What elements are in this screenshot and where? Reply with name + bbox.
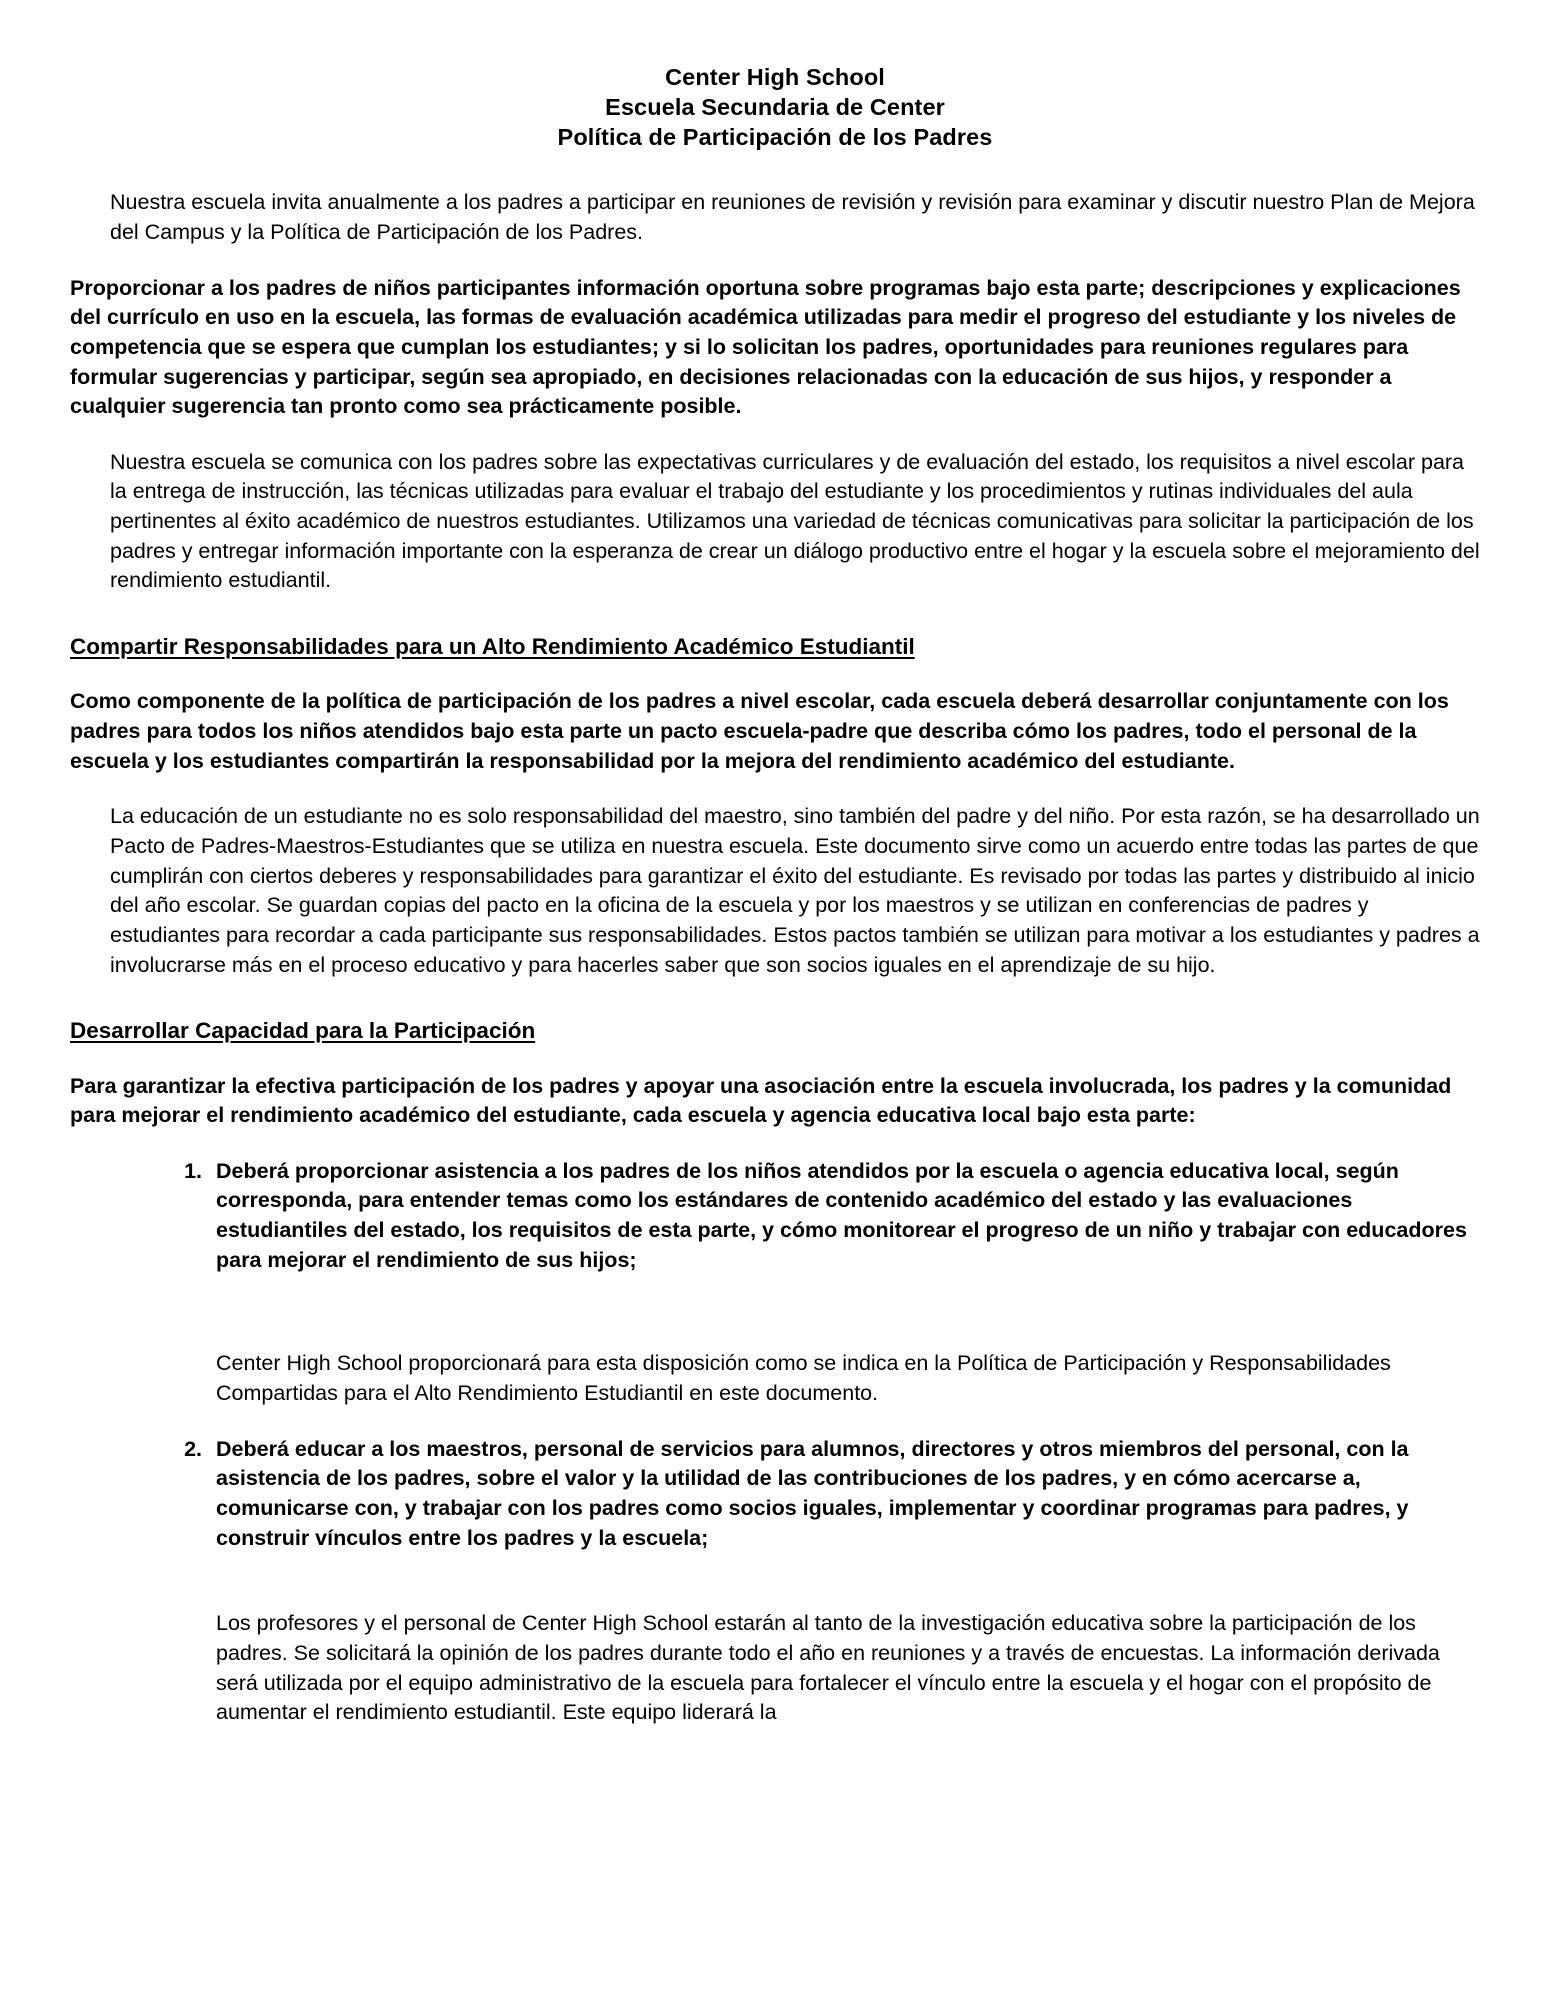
list-item-followup: Los profesores y el personal de Center High School estarán al tanto de la investigación educativa sobre la participación de los padres. Se solicitará la opinión de los padres durante todo el año en reuniones y a través de encuestas. La información derivada será utilizada por el equipo administrativo de la escuela para fortalecer el vínculo entre la escuela y el hogar con el propósito de aumentar el rendimiento estudiantil. Este equipo liderará la [216,1611,1440,1725]
paragraph-compact: La educación de un estudiante no es solo responsabilidad del maestro, sino también del padre y del niño. Por esta razón, se ha desarrollado un Pacto de Padres-Maestros-Estudiantes que se utiliza en nuestra escuela. Este documento sirve como un acuerdo entre todas las partes de que cumplirán con ciertos deberes y responsabilidades para garantizar el éxito del estudiante. Es revisado por todas las partes y distribuido al inicio del año escolar. Se guardan copias del pacto en la oficina de la escuela y por los maestros y se utilizan en conferencias de padres y estudiantes para recordar a cada participante sus responsabilidades. Estos pactos también se utilizan para motivar a los estudiantes y padres a involucrarse más en el proceso educativo y para hacerles saber que son socios iguales en el aprendizaje de su hijo. [110,804,1480,977]
intro-paragraph: Nuestra escuela invita anualmente a los padres a participar en reuniones de revisión y revisión para examinar y discutir nuestro Plan de Mejora del Campus y la Política de Participación de los Padres. [110,190,1475,244]
list-item [138,1157,1480,1276]
spacer [70,596,1480,632]
section-heading-build-capacity: Desarrollar Capacidad para la Participación [70,1018,536,1044]
list-item-text: Deberá proporcionar asistencia a los padres de los niños atendidos por la escuela o agencia educativa local, según corresponda, para entender temas como los estándares de contenido académico del estado y las evaluaciones estudiantiles del estado, los requisitos de esta parte, y cómo monitorear el progreso de un niño y trabajar con educadores para mejorar el rendimiento de sus hijos; [216,1158,1467,1272]
page-title-line-1: Center High School [665,64,885,90]
section-heading-shared-responsibilities: Compartir Responsabilidades para un Alto Rendimiento Académico Estudiantil [70,634,915,660]
paragraph-communication: Nuestra escuela se comunica con los padres sobre las expectativas curriculares y de evaluación del estado, los requisitos a nivel escolar para la entrega de instrucción, las técnicas utilizadas para evaluar el trabajo del estudiante y los procedimientos y rutinas individuales del aula pertinentes al éxito académico de nuestros estudiantes. Utilizamos una variedad de técnicas comunicativas para solicitar la participación de los padres y entregar información importante con la esperanza de crear un diálogo productivo entre el hogar y la escuela sobre el mejoramiento del rendimiento estudiantil. [110,449,1480,593]
spacer [70,1553,1480,1609]
document-title-block [70,62,1480,152]
document-body [70,62,1480,1728]
spacer [70,152,1480,188]
list-item-followup: Center High School proporcionará para esta disposición como se indica en la Política de Participación y Responsabilidades Compartidas para el Alto Rendimiento Estudiantil en este documento. [216,1351,1391,1406]
spacer [70,1131,1480,1157]
list-item-marker: 2. [184,1436,202,1461]
list-item [138,1435,1480,1554]
bold-paragraph-2: Como componente de la política de participación de los padres a nivel escolar, cada escuela deberá desarrollar conjuntamente con los padres para todos los niños atendidos bajo esta parte un pacto escuela-padre que describa cómo los padres, todo el personal de la escuela y los estudiantes compartirán la responsabilidad por la mejora del rendimiento académico del estudiante. [70,689,1449,773]
spacer [70,1046,1480,1072]
spacer [70,1275,1480,1349]
spacer [70,776,1480,802]
page-title-line-3: Política de Participación de los Padres [557,124,993,151]
spacer [70,422,1480,448]
numbered-list [70,1157,1480,1728]
spacer [70,1409,1480,1435]
spacer [70,248,1480,274]
section-heading-build-capacity-wrap [70,1016,1480,1045]
spacer [70,661,1480,687]
page-title-line-2: Escuela Secundaria de Center [605,94,945,121]
section-heading-shared-responsibilities-wrap [70,632,1480,661]
spacer [70,980,1480,1016]
bold-paragraph-1: Proporcionar a los padres de niños participantes información oportuna sobre programas bajo esta parte; descripciones y explicaciones del currículo en uso en la escuela, las formas de evaluación académica utilizadas para medir el progreso del estudiante y los niveles de competencia que se espera que cumplan los estudiantes; y si lo solicitan los padres, oportunidades para reuniones regulares para formular sugerencias y participar, según sea apropiado, en decisiones relacionadas con la educación de sus hijos, y responder a cualquier sugerencia tan pronto como sea prácticamente posible. [70,275,1461,419]
list-item-marker: 1. [184,1158,202,1183]
list-item-text: Deberá educar a los maestros, personal de servicios para alumnos, directores y otros miembros del personal, con la asistencia de los padres, sobre el valor y la utilidad de las contribuciones de los padres, y en cómo acercarse a, comunicarse con, y trabajar con los padres como socios iguales, implementar y coordinar programas para padres, y construir vínculos entre los padres y la escuela; [216,1436,1409,1550]
bold-paragraph-3: Para garantizar la efectiva participación de los padres y apoyar una asociación entre la escuela involucrada, los padres y la comunidad para mejorar el rendimiento académico del estudiante, cada escuela y agencia educativa local bajo esta parte: [70,1073,1452,1128]
